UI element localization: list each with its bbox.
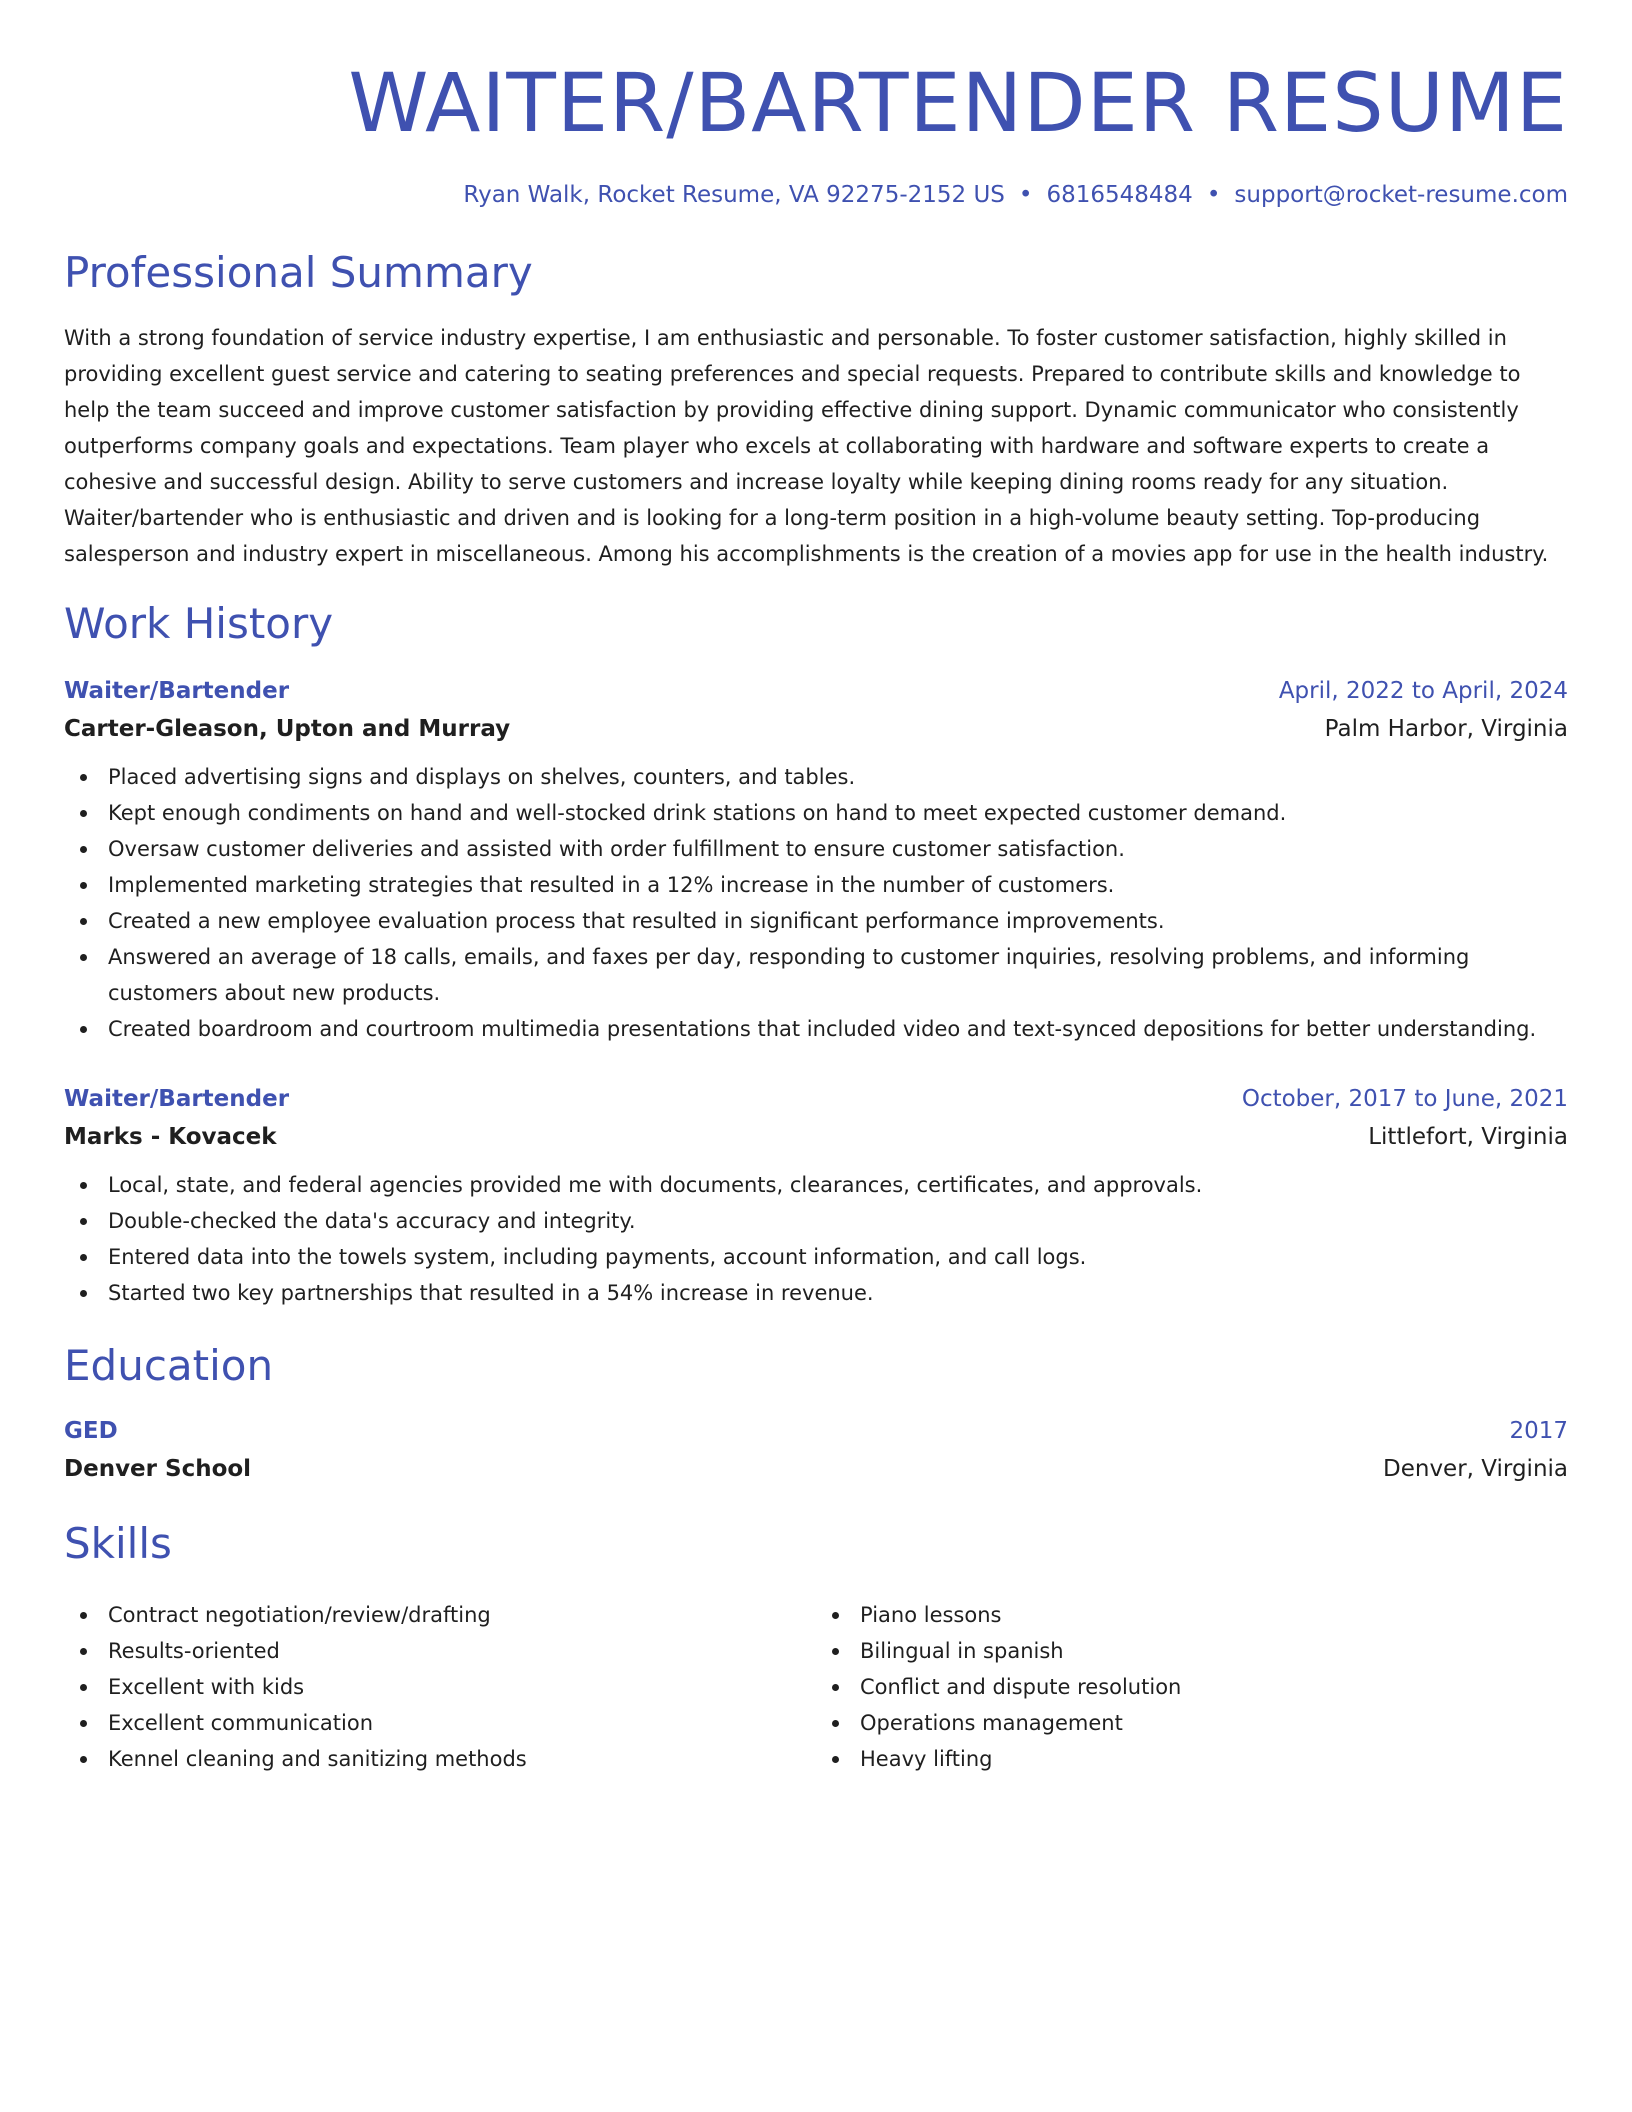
job-bullet: Entered data into the towels system, including payments, account information, and call logs.: [64, 1239, 1568, 1275]
skill-item: Kennel cleaning and sanitizing methods: [64, 1741, 816, 1777]
contact-separator: •: [1206, 182, 1221, 208]
resume-header: [64, 0, 1568, 211]
skills-list-left: [64, 1597, 816, 1777]
education-school: Denver School: [64, 1456, 252, 1482]
job-bullet: Local, state, and federal agencies provided me with documents, clearances, certificates, and approvals.: [64, 1167, 1568, 1203]
skills-grid: [64, 1587, 1568, 1777]
contact-address: Ryan Walk, Rocket Resume, VA 92275-2152 US: [463, 182, 1005, 208]
skills-section: [64, 1517, 1568, 1777]
job-dates: October, 2017 to June, 2021: [1241, 1086, 1568, 1112]
job-location: Palm Harbor, Virginia: [1324, 716, 1568, 742]
job-entry: [64, 1081, 1568, 1311]
contact-separator: •: [1018, 182, 1033, 208]
education-degree: GED: [64, 1418, 118, 1444]
job-role: Waiter/Bartender: [64, 678, 290, 704]
section-heading: Education: [64, 1341, 274, 1390]
job-bullet-list: [64, 1167, 1568, 1311]
job-bullet: Started two key partnerships that resulted in a 54% increase in revenue.: [64, 1275, 1568, 1311]
job-role: Waiter/Bartender: [64, 1086, 290, 1112]
education-location: Denver, Virginia: [1383, 1456, 1568, 1482]
job-employer: Carter-Gleason, Upton and Murray: [64, 716, 511, 742]
contact-phone: 6816548484: [1046, 182, 1193, 208]
education-year: 2017: [1509, 1418, 1568, 1444]
contact-line: [64, 179, 1568, 211]
job-bullet: Implemented marketing strategies that resulted in a 12% increase in the number of customers.: [64, 867, 1568, 903]
education-section: [64, 1339, 1568, 1489]
contact-email: support@rocket-resume.com: [1234, 182, 1568, 208]
job-entry: [64, 673, 1568, 1047]
resume-title: WAITER/BARTENDER RESUME: [348, 57, 1568, 151]
education-entry: [64, 1413, 1568, 1489]
job-bullet: Created boardroom and courtroom multimedia presentations that included video and text-synced depositions for better understanding.: [64, 1011, 1568, 1047]
work-history-section: [64, 597, 1568, 1311]
skill-item: Conflict and dispute resolution: [816, 1669, 1568, 1705]
job-bullet: Placed advertising signs and displays on shelves, counters, and tables.: [64, 759, 1568, 795]
job-bullet: Created a new employee evaluation process that resulted in significant performance improvements.: [64, 903, 1568, 939]
job-dates: April, 2022 to April, 2024: [1278, 678, 1568, 704]
professional-summary-section: [64, 246, 1568, 572]
job-location: Littlefort, Virginia: [1368, 1124, 1568, 1150]
skill-item: Operations management: [816, 1705, 1568, 1741]
summary-text: With a strong foundation of service industry expertise, I am enthusiastic and personable. To foster customer satisfaction, highly skilled in providing excellent guest service and catering to seating preferences and special requests. Prepared to contribute skills and knowledge to help the team succeed and improve customer satisfaction by providing effective dining support. Dynamic communicator who consistently outperforms company goals and expectations. Team player who excels at collaborating with hardware and software experts to create a cohesive and successful design. Ability to serve customers and increase loyalty while keeping dining rooms ready for any situation. Waiter/bartender who is enthusiastic and driven and is looking for a long-term position in a high-volume beauty setting. Top-producing salesperson and industry expert in miscellaneous. Among his accomplishments is the creation of a movies app for use in the health industry.: [64, 326, 1549, 566]
section-heading: Skills: [64, 1519, 172, 1568]
skill-item: Excellent with kids: [64, 1669, 816, 1705]
section-heading: Work History: [64, 599, 334, 648]
job-bullet-list: [64, 759, 1568, 1047]
skill-item: Piano lessons: [816, 1597, 1568, 1633]
job-bullet: Answered an average of 18 calls, emails, and faxes per day, responding to customer inquiries, resolving problems, and informing customers about new products.: [64, 939, 1568, 1011]
skill-item: Results-oriented: [64, 1633, 816, 1669]
job-bullet: Kept enough condiments on hand and well-stocked drink stations on hand to meet expected customer demand.: [64, 795, 1568, 831]
skill-item: Excellent communication: [64, 1705, 816, 1741]
section-heading: Professional Summary: [64, 248, 533, 297]
skill-item: Heavy lifting: [816, 1741, 1568, 1777]
job-employer: Marks - Kovacek: [64, 1124, 277, 1150]
skill-item: Contract negotiation/review/drafting: [64, 1597, 816, 1633]
skill-item: Bilingual in spanish: [816, 1633, 1568, 1669]
job-bullet: Double-checked the data's accuracy and integrity.: [64, 1203, 1568, 1239]
job-bullet: Oversaw customer deliveries and assisted with order fulfillment to ensure customer satisfaction.: [64, 831, 1568, 867]
skills-list-right: [816, 1597, 1568, 1777]
